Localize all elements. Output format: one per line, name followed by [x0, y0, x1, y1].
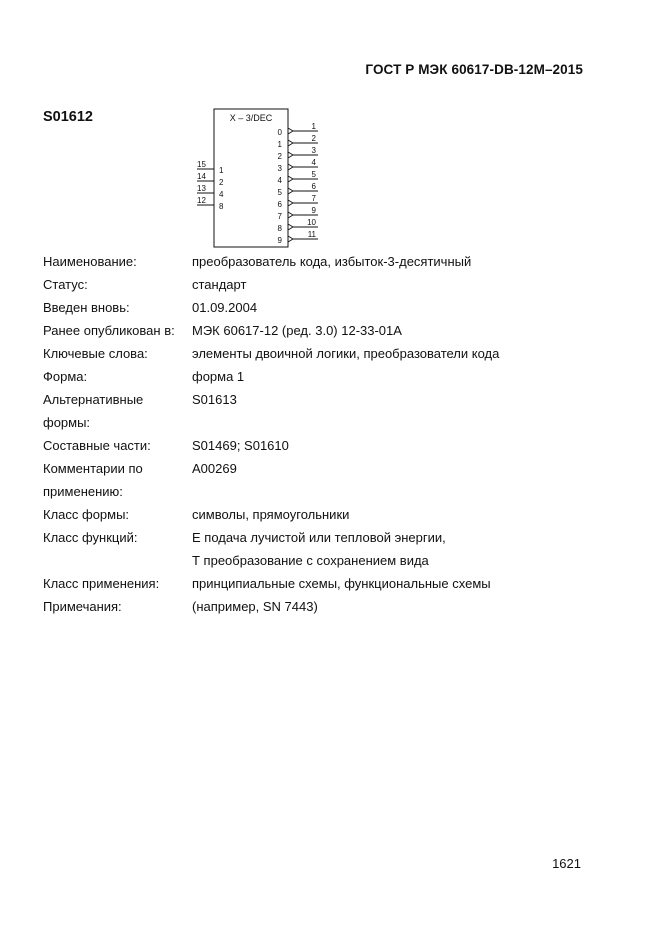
- decoder-title: X – 3/DEC: [229, 113, 273, 123]
- property-value: [192, 296, 583, 319]
- property-label-line: Комментарии по: [43, 461, 143, 476]
- property-label-line: Форма:: [43, 369, 88, 384]
- property-label-line: Ключевые слова:: [43, 346, 148, 361]
- input-pin-label: 12: [197, 196, 206, 205]
- property-label-line: Класс формы:: [43, 507, 130, 522]
- property-row: [43, 503, 583, 526]
- output-index-label: 7: [277, 212, 282, 221]
- property-label-line: Составные части:: [43, 438, 151, 453]
- output-pin-label: 6: [311, 182, 316, 191]
- property-label-line: Введен вновь:: [43, 300, 130, 315]
- property-label: [43, 457, 192, 503]
- property-value-line: S01613: [192, 392, 237, 407]
- input-weight-label: 2: [219, 178, 224, 187]
- page-number: 1621: [552, 856, 581, 871]
- property-value-line: принципиальные схемы, функциональные схемы: [192, 576, 491, 591]
- input-pin-label: 13: [197, 184, 206, 193]
- negation-triangle-icon: [288, 224, 293, 230]
- property-value: [192, 250, 583, 273]
- property-value-line: S01469; S01610: [192, 438, 289, 453]
- property-value: [192, 457, 583, 503]
- property-value-line: A00269: [192, 461, 237, 476]
- output-index-label: 0: [277, 128, 282, 137]
- property-label: [43, 250, 192, 273]
- property-label: [43, 388, 192, 434]
- property-value: [192, 365, 583, 388]
- output-index-label: 2: [277, 152, 282, 161]
- property-label: [43, 595, 192, 618]
- symbol-code: S01612: [43, 109, 93, 125]
- output-pin-label: 3: [311, 146, 316, 155]
- property-value: [192, 388, 583, 434]
- negation-triangle-icon: [288, 176, 293, 182]
- property-label-line: Примечания:: [43, 599, 122, 614]
- property-row: [43, 388, 583, 434]
- input-weight-label: 8: [219, 202, 224, 211]
- property-value-line: (например, SN 7443): [192, 599, 318, 614]
- document-header: ГОСТ Р МЭК 60617-DB-12М–2015: [365, 62, 583, 77]
- input-weight-label: 4: [219, 190, 224, 199]
- property-value-line: преобразователь кода, избыток-3-десятичный: [192, 254, 472, 269]
- output-pin-label: 7: [311, 194, 316, 203]
- input-pins: [197, 160, 224, 211]
- negation-triangle-icon: [288, 188, 293, 194]
- output-index-label: 9: [277, 236, 282, 245]
- output-pin-label: 9: [311, 206, 316, 215]
- output-pin-label: 11: [307, 230, 316, 239]
- negation-triangle-icon: [288, 128, 293, 134]
- output-pins: [278, 122, 318, 245]
- property-value: [192, 503, 583, 526]
- output-index-label: 3: [277, 164, 282, 173]
- properties-list: [43, 250, 583, 618]
- negation-triangle-icon: [288, 164, 293, 170]
- decoder-symbol-diagram: [192, 105, 322, 250]
- output-pin-label: 10: [307, 218, 316, 227]
- input-pin-label: 15: [197, 160, 206, 169]
- property-value-line: символы, прямоугольники: [192, 507, 350, 522]
- property-label-line: применению:: [43, 484, 123, 499]
- property-value-line: стандарт: [192, 277, 247, 292]
- output-pin-label: 5: [311, 170, 316, 179]
- output-index-label: 6: [277, 200, 282, 209]
- negation-triangle-icon: [288, 200, 293, 206]
- property-label: [43, 319, 192, 342]
- output-index-label: 8: [277, 224, 282, 233]
- property-value: [192, 273, 583, 296]
- input-pin-label: 14: [197, 172, 206, 181]
- property-label: [43, 503, 192, 526]
- property-row: [43, 526, 583, 572]
- property-value: [192, 434, 583, 457]
- property-row: [43, 296, 583, 319]
- input-weight-label: 1: [219, 166, 224, 175]
- property-label-line: Ранее опубликован в:: [43, 323, 175, 338]
- property-row: [43, 250, 583, 273]
- property-row: [43, 572, 583, 595]
- property-label-line: Наименование:: [43, 254, 137, 269]
- negation-triangle-icon: [288, 152, 293, 158]
- negation-triangle-icon: [288, 140, 293, 146]
- property-value-line: МЭК 60617-12 (ред. 3.0) 12-33-01А: [192, 323, 402, 338]
- property-label-line: Класс применения:: [43, 576, 160, 591]
- property-label: [43, 526, 192, 572]
- property-value: [192, 526, 583, 572]
- property-value-line: Е подача лучистой или тепловой энергии,: [192, 530, 446, 545]
- property-row: [43, 434, 583, 457]
- property-label: [43, 365, 192, 388]
- property-value: [192, 342, 583, 365]
- negation-triangle-icon: [288, 212, 293, 218]
- negation-triangle-icon: [288, 236, 293, 242]
- property-row: [43, 273, 583, 296]
- property-label: [43, 273, 192, 296]
- output-index-label: 1: [277, 140, 282, 149]
- property-row: [43, 342, 583, 365]
- property-label-line: Класс функций:: [43, 530, 138, 545]
- property-row: [43, 457, 583, 503]
- property-value-line: форма 1: [192, 369, 245, 384]
- property-label: [43, 434, 192, 457]
- property-row: [43, 319, 583, 342]
- property-label: [43, 296, 192, 319]
- property-value: [192, 319, 583, 342]
- property-value: [192, 572, 583, 595]
- property-label: [43, 342, 192, 365]
- property-row: [43, 595, 583, 618]
- property-value-line: элементы двоичной логики, преобразователи кода: [192, 346, 500, 361]
- output-pin-label: 1: [311, 122, 316, 131]
- property-label: [43, 572, 192, 595]
- output-index-label: 4: [277, 176, 282, 185]
- property-label-line: формы:: [43, 415, 91, 430]
- property-label-line: Статус:: [43, 277, 88, 292]
- property-value: [192, 595, 583, 618]
- output-pin-label: 2: [311, 134, 316, 143]
- output-index-label: 5: [277, 188, 282, 197]
- property-label-line: Альтернативные: [43, 392, 144, 407]
- property-value-line: 01.09.2004: [192, 300, 258, 315]
- output-pin-label: 4: [311, 158, 316, 167]
- property-value-line: Т преобразование с сохранением вида: [192, 553, 429, 568]
- property-row: [43, 365, 583, 388]
